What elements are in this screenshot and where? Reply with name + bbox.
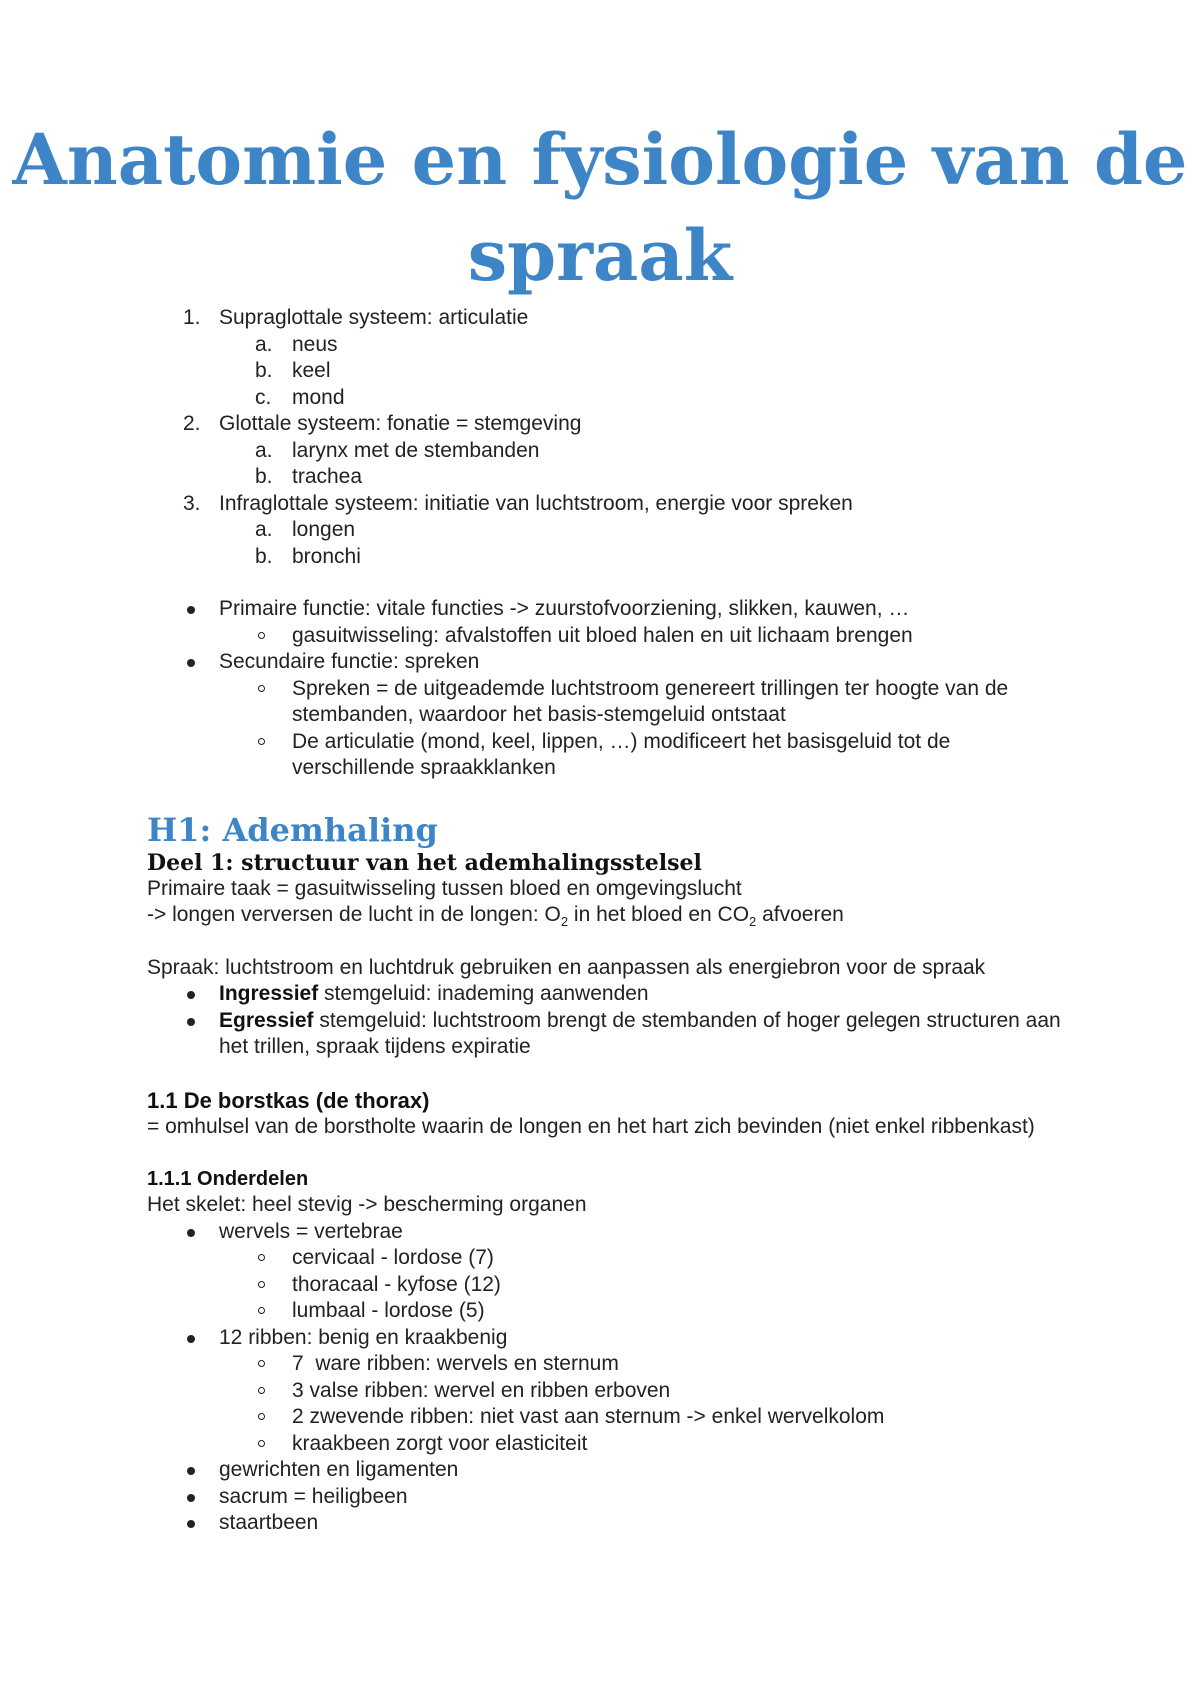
bullet-circle-icon [258,1254,265,1261]
bullet-item-text: stemgeluid: inademing aanwenden [318,982,649,1005]
bullet-dot-icon [187,991,195,999]
sub-bullet-item [147,1298,1067,1325]
sub-list-item-text: trachea [292,465,363,488]
bullet-item [147,1484,1067,1511]
bullet-item-text: Secundaire functie: spreken [219,650,480,673]
bullet-item-text: stemgeluid: luchtstroom brengt de stembanden of hoger gelegen structuren aan het trillen, spraak tijdens expiratie [219,1008,1061,1058]
list-item-text: Glottale systeem: fonatie = stemgeving [219,412,582,435]
list-number: 1. [183,306,201,329]
bullet-item [147,1325,1067,1352]
paragraph-text: afvoeren [756,903,844,926]
systems-list [147,305,1067,570]
list-item [147,411,1067,438]
sub-list-letter: b. [255,544,273,568]
bullet-circle-icon [258,685,265,692]
bullet-dot-icon [187,1335,195,1343]
paragraph [147,902,1067,929]
sub-list-item [147,358,1067,385]
paragraph-text: -> longen verversen de lucht in de longen: O [147,903,561,926]
bullet-item-text: sacrum = heiligbeen [219,1484,408,1508]
paragraph: = omhulsel van de borstholte waarin de longen en het hart zich bevinden (niet enkel ribbenkast) [147,1114,1035,1138]
section-heading: Deel 1: structuur van het ademhalingsstelsel [147,849,702,876]
paragraph: Het skelet: heel stevig -> bescherming organen [147,1193,587,1216]
bullet-item-text: staartbeen [219,1511,319,1534]
sub-list-item [147,544,1067,571]
sub-list-item [147,385,1067,412]
sub-list-letter: c. [255,385,272,409]
bullet-circle-icon [258,1360,265,1367]
sub-bullet-item-text: thoracaal - kyfose (12) [292,1272,501,1296]
sub-bullet-item-text: cervicaal - lordose (7) [292,1246,494,1269]
paragraph-text: in het bloed en CO [568,903,750,926]
sub-bullet-item-text: De articulatie (mond, keel, lippen, …) modificeert het basisgeluid tot de verschillende spraakklanken [292,729,951,779]
bullet-dot-icon [187,606,195,614]
sub-list-item-text: longen [292,518,356,541]
sub-list-letter: a. [255,518,273,541]
chapter-heading: H1: Ademhaling [147,810,438,849]
sub-bullet-item [147,729,1067,782]
sub-bullet-item [147,1245,1067,1272]
sub-list-letter: a. [255,332,273,356]
bullet-dot-icon [187,1467,195,1475]
sub-bullet-item [147,1351,1067,1378]
sub-bullet-item-text: 2 zwevende ribben: niet vast aan sternum -> enkel wervelkolom [292,1405,885,1428]
bullet-item [147,596,1067,623]
sub-list-letter: b. [255,359,273,382]
sub-list-item-text: keel [292,359,331,382]
bullet-dot-icon [187,1520,195,1528]
subsubsection-heading: 1.1.1 Onderdelen [147,1168,309,1190]
bullet-item-text: wervels = vertebrae [219,1219,403,1243]
paragraph: Primaire taak = gasuitwisseling tussen bloed en omgevingslucht [147,876,742,900]
bullet-circle-icon [258,1281,265,1288]
list-item-text: Supraglottale systeem: articulatie [219,306,529,329]
bullet-dot-icon [187,1018,195,1026]
subscript: 2 [749,914,757,930]
sub-list-item [147,332,1067,359]
bullet-item [147,649,1067,676]
bullet-item [147,1008,1067,1061]
bullet-item-text: Primaire functie: vitale functies -> zuurstofvoorziening, slikken, kauwen, … [219,597,910,620]
sub-bullet-item-text: Spreken = de uitgeademde luchtstroom genereert trillingen ter hoogte van de stembanden, waardoor het basis-stemgeluid ontstaat [292,676,1009,726]
sub-bullet-item-text: kraakbeen zorgt voor elasticiteit [292,1431,588,1455]
bullet-item [147,1219,1067,1246]
sub-bullet-item [147,1378,1067,1405]
subsection-heading: 1.1 De borstkas (de thorax) [147,1087,430,1113]
bullet-dot-icon [187,1494,195,1502]
bullet-circle-icon [258,1413,265,1420]
bold-term: Ingressief [219,982,319,1005]
bullet-circle-icon [258,738,265,745]
bullet-circle-icon [258,632,265,639]
bullet-item-text: 12 ribben: benig en kraakbenig [219,1325,508,1349]
list-number: 3. [183,491,201,515]
list-item-text: Infraglottale systeem: initiatie van luchtstroom, energie voor spreken [219,491,853,515]
sub-list-item [147,464,1067,491]
sub-list-item [147,517,1067,544]
skeleton-list [147,1219,1067,1537]
bullet-circle-icon [258,1440,265,1447]
sub-list-item-text: bronchi [292,544,361,568]
list-number: 2. [183,412,201,435]
document-body [147,305,1067,1537]
sub-list-item [147,438,1067,465]
paragraph: Spraak: luchtstroom en luchtdruk gebruiken en aanpassen als energiebron voor de spraak [147,955,986,979]
bullet-item [147,1457,1067,1484]
sub-bullet-item [147,1404,1067,1431]
sub-bullet-item [147,1431,1067,1458]
bullet-item [147,981,1067,1008]
bullet-item-text: gewrichten en ligamenten [219,1458,459,1481]
sub-bullet-item-text: gasuitwisseling: afvalstoffen uit bloed halen en uit lichaam brengen [292,623,913,647]
sub-list-letter: b. [255,465,273,488]
sub-list-item-text: larynx met de stembanden [292,438,540,462]
sub-list-item-text: neus [292,332,338,356]
bullet-circle-icon [258,1307,265,1314]
bullet-item [147,1510,1067,1537]
bold-term: Egressief [219,1008,314,1032]
sub-bullet-item-text: 3 valse ribben: wervel en ribben erboven [292,1378,671,1402]
sub-bullet-item [147,676,1067,729]
sub-list-letter: a. [255,438,273,462]
bullet-dot-icon [187,1229,195,1237]
voice-type-list [147,981,1067,1061]
bullet-circle-icon [258,1387,265,1394]
functions-list [147,596,1067,782]
document-title: Anatomie en fysiologie van de spraak [12,118,1188,297]
sub-bullet-item [147,623,1067,650]
sub-bullet-item-text: 7 ware ribben: wervels en sternum [292,1352,619,1375]
bullet-dot-icon [187,659,195,667]
sub-bullet-item [147,1272,1067,1299]
subscript: 2 [560,914,569,930]
sub-bullet-item-text: lumbaal - lordose (5) [292,1299,485,1322]
sub-list-item-text: mond [292,385,345,409]
list-item [147,305,1067,332]
list-item [147,491,1067,518]
